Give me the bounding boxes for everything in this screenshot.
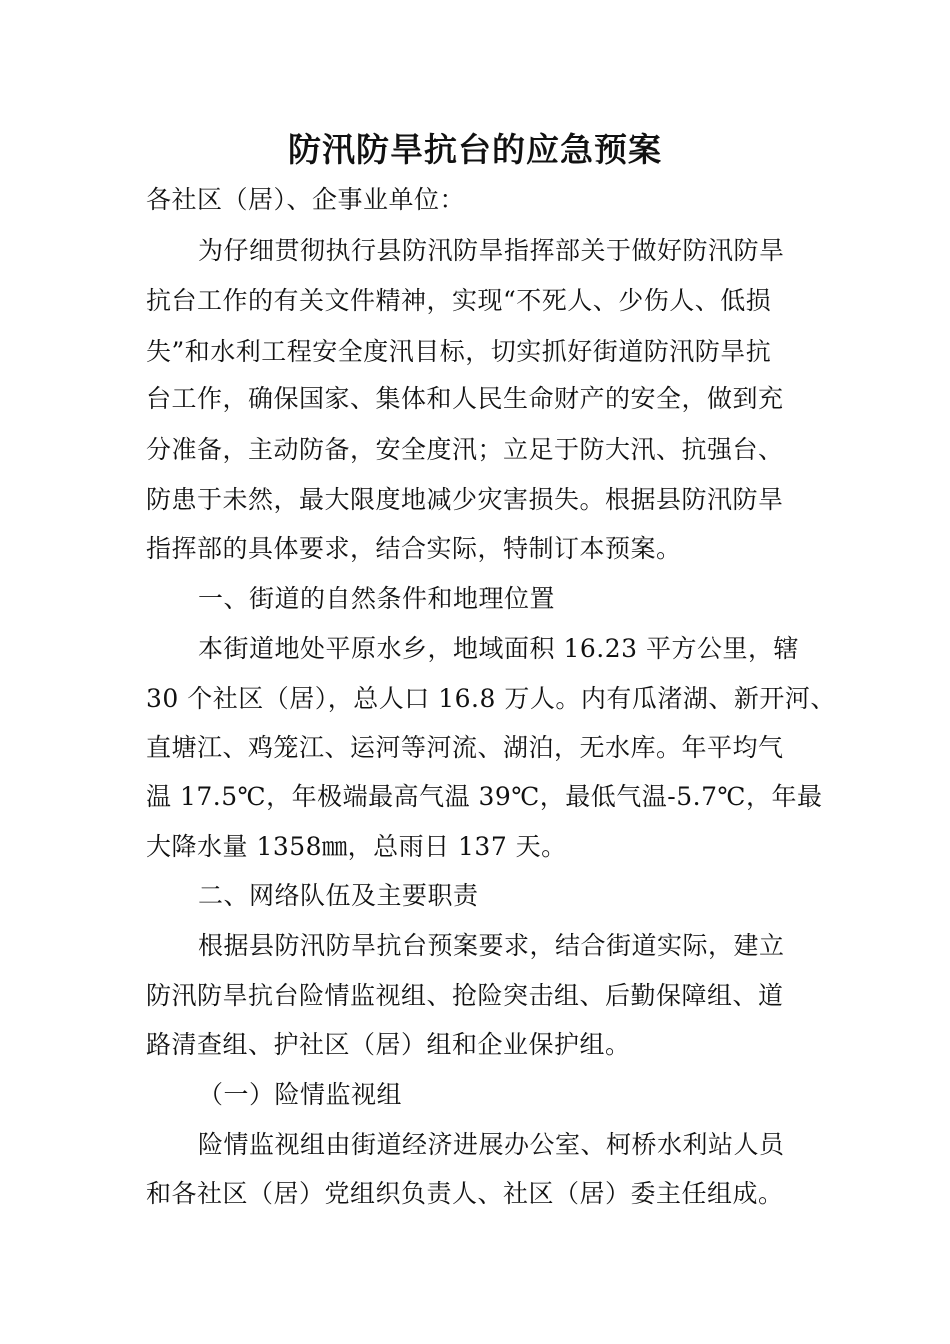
section-heading: 二、网络队伍及主要职责 [198, 881, 479, 910]
para2-line: 直塘江、鸡笼江、运河等河流、湖泊，无水库。年平均气 [146, 733, 784, 762]
subsection-heading: （一）险情监视组 [198, 1080, 403, 1109]
salutation: 各社区（居）、企事业单位： [146, 185, 466, 214]
para2-line: 本街道地处平原水乡，地域面积 16.23 平方公里，辖 [198, 634, 799, 663]
para1-line: 分准备，主动防备，安全度汛；立足于防大汛、抗强台、 [146, 435, 784, 464]
para2-line: 30 个社区（居），总人口 16.8 万人。内有瓜渚湖、新开河、 [146, 684, 836, 713]
para1-line: 台工作，确保国家、集体和人民生命财产的安全，做到充 [146, 384, 784, 413]
para3-line: 根据县防汛防旱抗台预案要求，结合街道实际，建立 [198, 931, 785, 960]
section-heading: 一、街道的自然条件和地理位置 [198, 584, 556, 613]
para1-line: 失”和水利工程安全度汛目标，切实抓好街道防汛防旱抗 [146, 337, 772, 366]
para1-line: 指挥部的具体要求，结合实际，特制订本预案。 [146, 534, 682, 563]
para3-line: 路清查组、护社区（居）组和企业保护组。 [146, 1030, 631, 1059]
para1-line: 防患于未然，最大限度地减少灾害损失。根据县防汛防旱 [146, 485, 784, 514]
para4-line: 险情监视组由街道经济进展办公室、柯桥水利站人员 [198, 1130, 785, 1159]
para2-line: 温 17.5℃，年极端最高气温 39℃，最低气温-5.7℃，年最 [146, 782, 823, 811]
para3-line: 防汛防旱抗台险情监视组、抢险突击组、后勤保障组、道 [146, 981, 784, 1010]
para1-line: 抗台工作的有关文件精神，实现“不死人、少伤人、低损 [146, 286, 772, 315]
document-title: 防汛防旱抗台的应急预案 [288, 130, 662, 169]
para1-line: 为仔细贯彻执行县防汛防旱指挥部关于做好防汛防旱 [198, 236, 785, 265]
para4-line: 和各社区（居）党组织负责人、社区（居）委主任组成。 [146, 1179, 784, 1208]
para2-line: 大降水量 1358㎜，总雨日 137 天。 [146, 832, 567, 861]
